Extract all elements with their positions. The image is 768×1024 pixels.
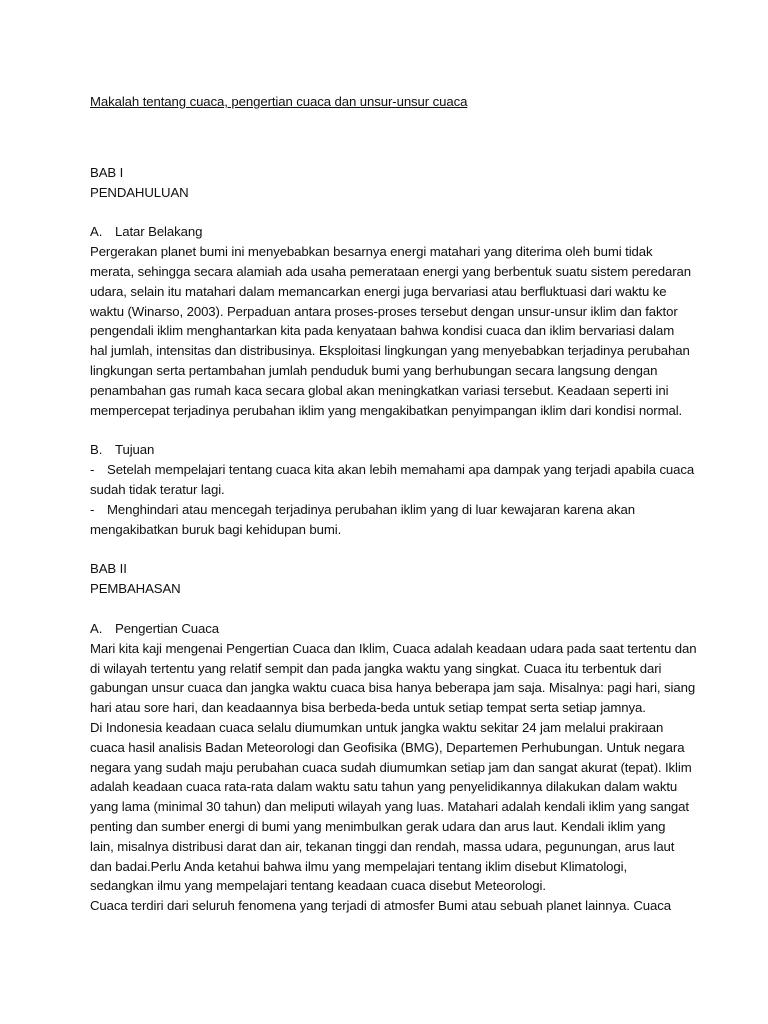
paragraph-line: penting dan sumber energi di bumi yang menimbulkan gerak udara dan arus laut. Kendali iklim yang	[90, 818, 666, 834]
paragraph-line: lain, misalnya distribusi darat dan air, tekanan tinggi dan rendah, massa udara, pegunungan, arus laut	[90, 838, 675, 854]
paragraph-line: sedangkan ilmu yang mempelajari tentang keadaan cuaca disebut Meteorologi.	[90, 878, 546, 894]
paragraph-line: gabungan unsur cuaca dan jangka waktu cuaca bisa hanya beberapa jam saja. Misalnya: pagi hari, siang	[90, 680, 696, 696]
bullet-mark: -	[90, 501, 95, 517]
paragraph-line: waktu (Winarso, 2003). Perpaduan antara proses-proses tersebut dengan unsur-unsur iklim dan faktor	[90, 303, 678, 319]
paragraph-line: negara yang sudah maju perubahan cuaca sudah diumumkan setiap jam dan sangat akurat (tepat). Iklim	[90, 759, 692, 775]
bullet-item	[90, 460, 695, 480]
paragraph-line: lingkungan serta pertambahan jumlah penduduk bumi yang berhubungan secara langsung dengan	[90, 362, 658, 378]
section-heading-text: Tujuan	[115, 442, 155, 458]
paragraph-line: udara, selain itu matahari dalam memancarkan energi juga bervariasi atau berfluktuasi dari waktu ke	[90, 283, 667, 299]
bullet-text: Menghindari atau mencegah terjadinya perubahan iklim yang di luar kewajaran karena akan	[107, 501, 635, 517]
paragraph-line: hari atau sore hari, dan keadaannya bisa berbeda-beda untuk setiap tempat serta setiap jamnya.	[90, 700, 646, 716]
document-content	[90, 92, 697, 916]
bab2-label: BAB II	[90, 561, 127, 577]
bab2-section-a-body	[90, 639, 697, 916]
section-heading-text: Latar Belakang	[115, 224, 203, 240]
bab1-section-a-heading	[90, 222, 690, 242]
paragraph-line: merata, sehingga secara alamiah ada usaha pemerataan energi yang berbentuk suatu sistem peredaran	[90, 263, 691, 279]
bab1-label: BAB I	[90, 164, 124, 180]
bab1-name: PENDAHULUAN	[90, 184, 189, 200]
paragraph-line: dan badai.Perlu Anda ketahui bahwa ilmu yang mempelajari tentang iklim disebut Klimatologi,	[90, 858, 628, 874]
bullet-mark: -	[90, 462, 95, 478]
paragraph-line: Cuaca terdiri dari seluruh fenomena yang terjadi di atmosfer Bumi atau sebuah planet lainnya. Cuaca	[90, 898, 671, 914]
paragraph-line: Di Indonesia keadaan cuaca selalu diumumkan untuk jangka waktu sekitar 24 jam melalui prakiraan	[90, 719, 664, 735]
spacer	[90, 202, 690, 222]
bullet-continuation: mengakibatkan buruk bagi kehidupan bumi.	[90, 521, 342, 537]
paragraph-line: yang lama (minimal 30 tahun) dan meliputi wilayah yang luas. Matahari adalah kendali iklim yang sangat	[90, 799, 689, 815]
bab1-section-b-heading	[90, 440, 690, 460]
paragraph-line: Pergerakan planet bumi ini menyebabkan besarnya energi matahari yang diterima oleh bumi tidak	[90, 244, 653, 260]
bab1-section-b-body	[90, 460, 695, 539]
section-heading-text: Pengertian Cuaca	[115, 620, 219, 636]
bullet-text: Setelah mempelajari tentang cuaca kita akan lebih memahami apa dampak yang terjadi apabila cuaca	[107, 462, 695, 478]
bullet-continuation: sudah tidak teratur lagi.	[90, 481, 225, 497]
bab1-section-a-body	[90, 242, 690, 420]
document-title: Makalah tentang cuaca, pengertian cuaca dan unsur-unsur cuaca	[90, 94, 468, 109]
section-letter: A.	[90, 620, 103, 636]
bab2-section-a-heading	[90, 619, 690, 639]
paragraph-line: pengendali iklim menghantarkan kita pada kenyataan bahwa kondisi cuaca dan iklim bervariasi dalam	[90, 323, 675, 339]
spacer	[90, 112, 690, 163]
paragraph-line: adalah keadaan cuaca rata-rata dalam waktu satu tahun yang penyelidikannya dilakukan dalam waktu	[90, 779, 678, 795]
paragraph-line: Mari kita kaji mengenai Pengertian Cuaca dan Iklim, Cuaca adalah keadaan udara pada saat tertentu dan	[90, 640, 697, 656]
paragraph-line: hal jumlah, intensitas dan distribusinya. Eksploitasi lingkungan yang menyebabkan terjadinya perubahan	[90, 343, 690, 359]
section-letter: A.	[90, 224, 103, 240]
spacer	[90, 599, 690, 619]
paragraph-line: di wilayah tertentu yang relatif sempit dan pada jangka waktu yang singkat. Cuaca itu terbentuk dari	[90, 660, 662, 676]
spacer	[90, 539, 690, 559]
paragraph-line: cuaca hasil analisis Badan Meteorologi dan Geofisika (BMG), Departemen Perhubungan. Untuk negara	[90, 739, 685, 755]
section-letter: B.	[90, 442, 103, 458]
bullet-item	[90, 500, 690, 520]
paragraph-line: penambahan gas rumah kaca secara global akan meningkatkan variasi tersebut. Keadaan seperti ini	[90, 382, 669, 398]
paragraph-line: mempercepat terjadinya perubahan iklim yang mengakibatkan penyimpangan iklim dari kondisi normal.	[90, 402, 683, 418]
spacer	[90, 420, 690, 440]
bab2-name: PEMBAHASAN	[90, 581, 181, 597]
